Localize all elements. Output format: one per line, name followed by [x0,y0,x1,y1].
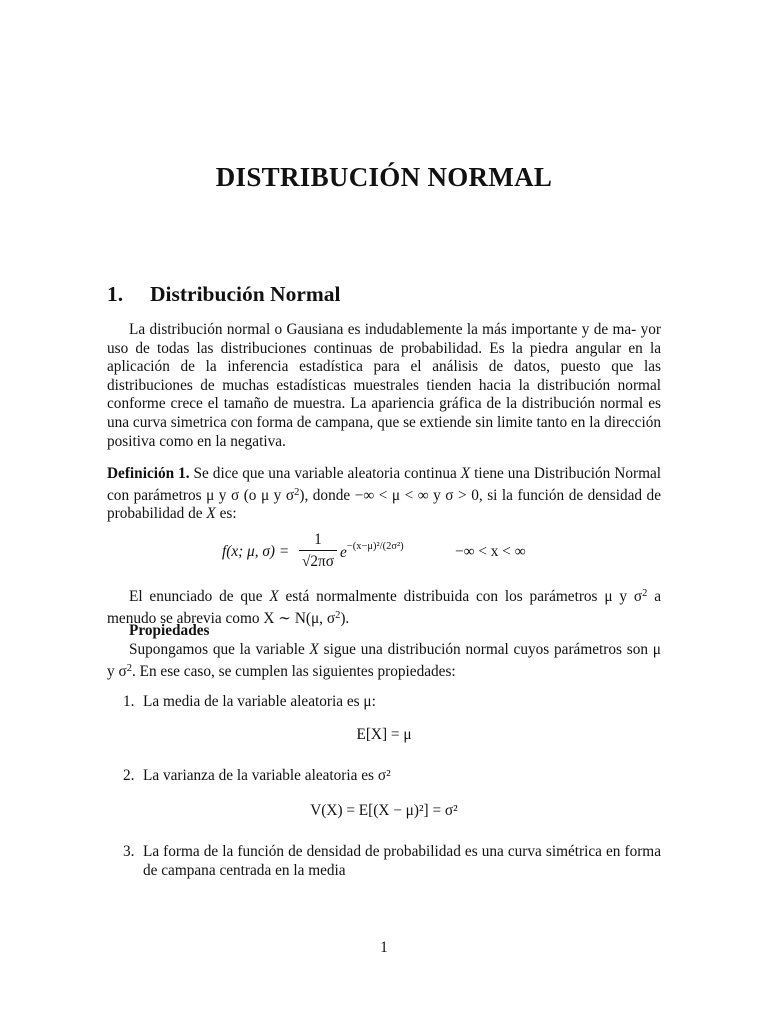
exp-base: e [340,544,347,562]
properties-text: . En ese caso, se cumplen las siguientes propiedades: [131,662,456,680]
intro-paragraph [107,321,661,451]
section-heading [107,282,341,307]
statement-text: a [647,588,661,605]
intro-line: conforme crece el tamaño de muestra. La apariencia gráfica de la distribución normal [107,395,644,413]
intro-line: La distribución normal o Gausiana es indudablemente la más importante y de ma- [129,321,637,338]
list-marker: 3. [123,843,135,860]
section-number: 1. [107,282,124,306]
variable-x: X [309,641,319,658]
properties-text: Supongamos que la variable [129,641,310,658]
property-text: La forma de la función de densidad de probabilidad es una curva simétrica en forma de campana centrada en la media [143,843,661,879]
properties-text: sigue una distribución normal cuyos parámetros son [318,641,648,658]
statement-text: El enunciado de que [129,588,270,605]
intro-line: distribuciones de muchas estadísticas muestrales tienden hacia la distribución normal [107,376,661,394]
superscript-two: 2 [642,588,648,599]
property-math: E[X] = μ [356,726,412,743]
variable-x: X [269,588,279,605]
formula-range: −∞ < x < ∞ [455,543,526,560]
properties-text: μ y σ [107,641,661,680]
superscript-two: 2 [335,609,341,621]
page-number: 1 [380,939,388,956]
intro-line: es una curva simetrica con forma de campana, que se extiende sin limite tanto en la [107,395,661,431]
properties-heading: Propiedades [129,622,210,639]
intro-line: en la aplicación de la inferencia estadística para el análisis de datos, puesto que las [107,339,661,376]
statement-text: está normalmente distribuida con los parámetros μ y σ [278,588,643,605]
definition-paragraph [107,465,661,524]
definition-label: Definición 1. [107,465,190,482]
superscript-two: 2 [126,662,132,674]
list-marker: 1. [123,693,135,710]
definition-text: Normal con parámetros μ y σ (o μ y σ [107,465,662,504]
document-title: DISTRIBUCIÓN NORMAL [215,162,553,192]
exp-exponent: −(x−μ)²/(2σ²) [346,541,404,552]
statement-text: menudo se abrevia como X ∼ N(μ, σ [107,609,336,627]
formula-numerator: 1 [299,530,337,551]
statement-text: ). [340,609,350,627]
superscript-two: 2 [294,486,300,498]
intro-line: dirección positiva como en la negativa. [107,413,661,450]
property-item [123,767,661,786]
formula-exponential [340,543,404,562]
property-math: V(X) = E[(X − μ)²] = σ² [310,802,458,819]
definition-text: ), donde −∞ < μ < ∞ y σ > 0, si la función [299,486,565,504]
property-text: La media de la variable aleatoria es μ: [143,693,376,710]
properties-intro [107,641,661,681]
variable-x: X [460,465,471,482]
definition-text: de densidad de probabilidad de [107,486,661,523]
property-text: La varianza de la variable aleatoria es σ² [143,767,391,784]
formula-denominator: √2πσ [301,553,334,570]
property-item [123,693,661,712]
list-marker: 2. [123,767,135,784]
variable-x: X [206,505,216,523]
formula-fraction [299,530,337,573]
normal-density-formula [222,530,562,578]
section-title: Distribución Normal [150,282,341,306]
definition-text: tiene una Distribución [470,465,611,482]
definition-text: es: [215,505,237,523]
formula-lhs: f(x; μ, σ) = [222,543,290,560]
property-item [123,843,661,880]
definition-text: Se dice que una variable aleatoria continua [189,465,461,482]
intro-line: yor uso de todas las distribuciones continuas de probabilidad. Es la piedra angular [107,321,661,357]
